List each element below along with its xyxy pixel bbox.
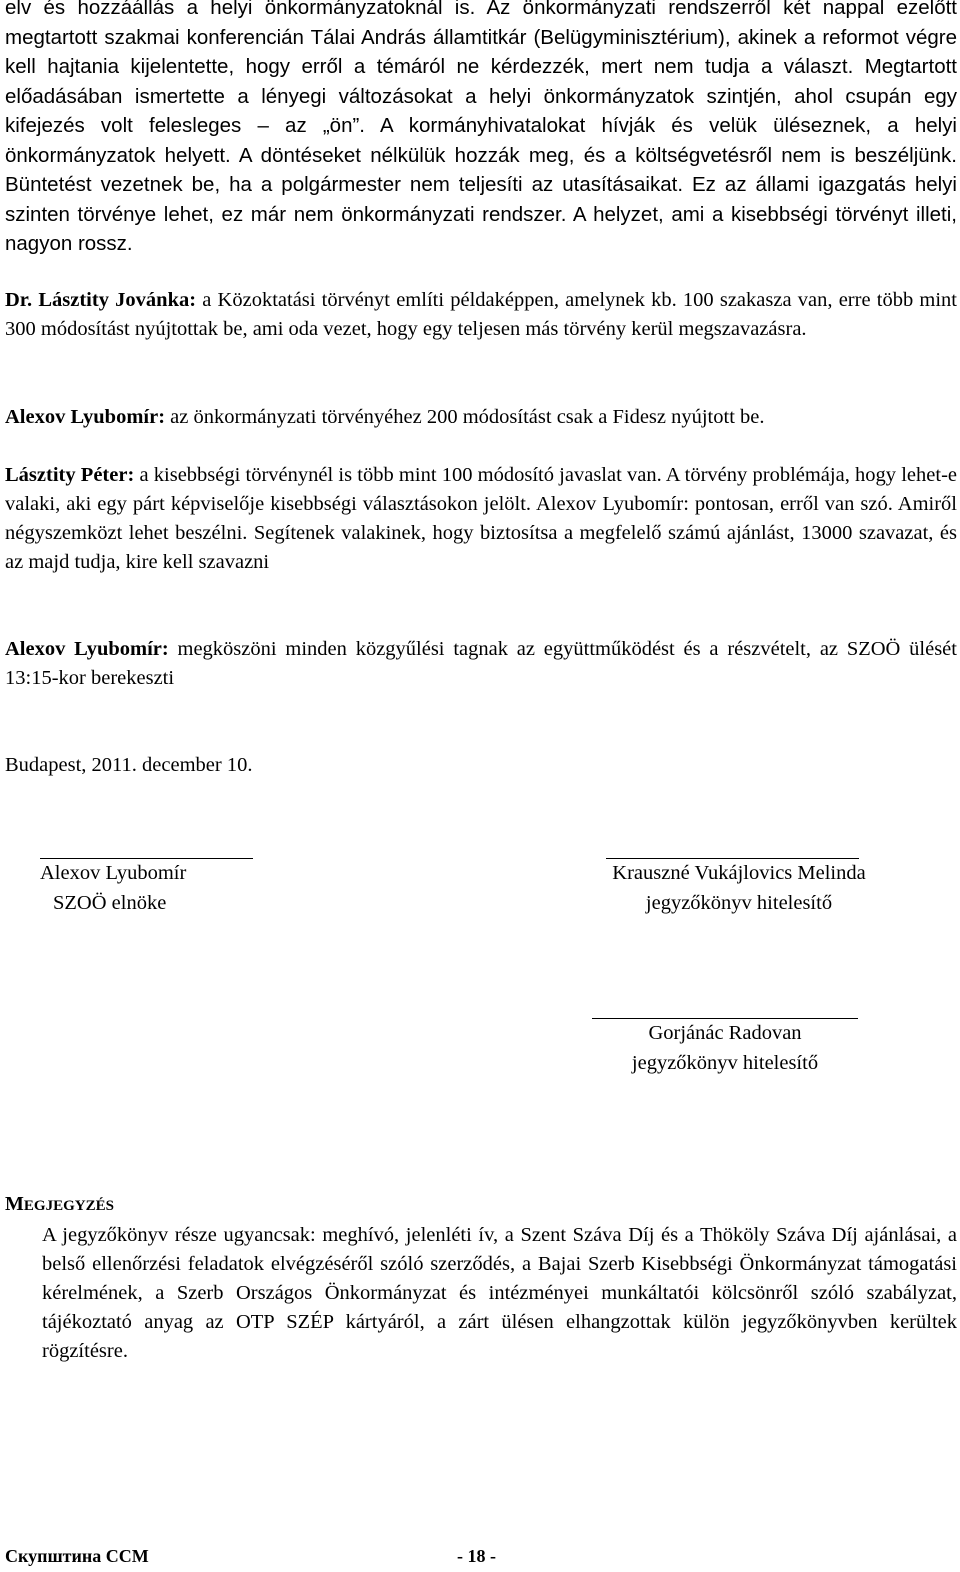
paragraph-alexov-1 (5, 403, 957, 432)
signature-block-verifier-1 (580, 858, 898, 918)
speaker-name: Alexov Lyubomír: (5, 638, 169, 660)
note-text: A jegyzőkönyv része ugyancsak: meghívó, jelenléti ív, a Szent Száva Díj és a Thököly Száva Díj ajánlásai, a belső ellenőrzési feladatok elvégzéséről szóló szerződés, a Bajai Szerb Kisebbségi Önkormányzat támogatási kérelmének, a Szerb Országos Önkormányzat és intézményei munkáltatói kölcsönről szóló szabályzat, tájékoztató anyag az OTP SZÉP kártyáról, a zárt ülésen elhangzottak külön jegyzőkönyvben kerültek rögzítésre. (42, 1224, 957, 1362)
paragraph-text: a Közoktatási törvényt említi példaképpen, amelynek kb. 100 szakasza van, erre több mint 300 módosítást nyújtottak be, ami oda vezet, hogy egy teljesen más törvény kerül megszavazásra. (5, 289, 957, 340)
speaker-name: Alexov Lyubomír: (5, 406, 166, 428)
signature-block-chair (40, 858, 253, 918)
paragraph-lasztity-peter (5, 461, 957, 577)
paragraph-text: az önkormányzati törvényéhez 200 módosítást csak a Fidesz nyújtott be. (165, 406, 765, 428)
document-date: Budapest, 2011. december 10. (5, 754, 253, 776)
signatory-name: Krauszné Vukájlovics Melinda (612, 862, 866, 884)
note-title-rest: EGJEGYZÉS (23, 1198, 114, 1214)
paragraph-text: megköszöni minden közgyűlési tagnak az együttműködést és a részvételt, az SZOÖ ülését 13:15-kor berekeszti (5, 638, 957, 689)
note-section (5, 1190, 957, 1366)
page-number: - 18 - (457, 1546, 496, 1566)
footer-organization: Скупштина ССМ (5, 1546, 149, 1566)
signatory-name: Gorjánác Radovan (648, 1022, 802, 1044)
note-title-initial: M (5, 1193, 24, 1215)
signature-block-verifier-2 (592, 1018, 858, 1078)
signatory-role: SZOÖ elnöke (53, 891, 167, 914)
paragraph-alexov-2 (5, 635, 957, 693)
paragraph-lasztity-jovanka (5, 286, 957, 344)
speaker-name: Dr. Lásztity Jovánka: (5, 289, 197, 311)
signatory-role: jegyzőkönyv hitelesítő (645, 891, 833, 914)
signatory-role: jegyzőkönyv hitelesítő (631, 1051, 819, 1074)
note-title (5, 1190, 957, 1221)
speaker-name: Lásztity Péter: (5, 464, 135, 486)
paragraph-text: a kisebbségi törvénynél is több mint 100 módosító javaslat van. A törvény problémája, hogy lehet-e valaki, aki egy párt képviselője kisebbségi választásokon jelölt. Alexov Lyubomír: pontosan, erről van szó. Amiről négyszemközt lehet beszélni. Segítenek valakinek, hogy biztosítsa a megfelelő számú ajánlást, 13000 szavazat, és az majd tudja, kire kell szavazni (5, 464, 957, 573)
signatory-name: Alexov Lyubomír (40, 862, 187, 884)
intro-paragraph: elv és hozzáállás a helyi önkormányzatoknál is. Az önkormányzati rendszerről két nappal ezelőtt megtartott szakmai konferencián Tálai András államtitkár (Belügyminisztérium), akinek a reformot végre kell hajtania kijelentette, hogy erről a témáról ne kérdezzék, mert nem tudja a választ. Megtartott előadásában ismertette a lényegi változásokat a helyi önkormányzatok szintjén, ahol csupán egy kifejezés volt felesleges – az „ön”. A kormányhivatalokat hívják és velük üléseznek, a helyi önkormányzatok helyett. A döntéseket nélkülük hozzák meg, és a költségvetésről nem is beszéljünk. Büntetést vezetnek be, ha a polgármester nem teljesíti az utasításaikat. Ez az állami igazgatás helyi szinten törvénye lehet, ez már nem önkormányzati rendszer. A helyzet, ami a kisebbségi törvényt illeti, nagyon rossz. (5, 0, 957, 255)
